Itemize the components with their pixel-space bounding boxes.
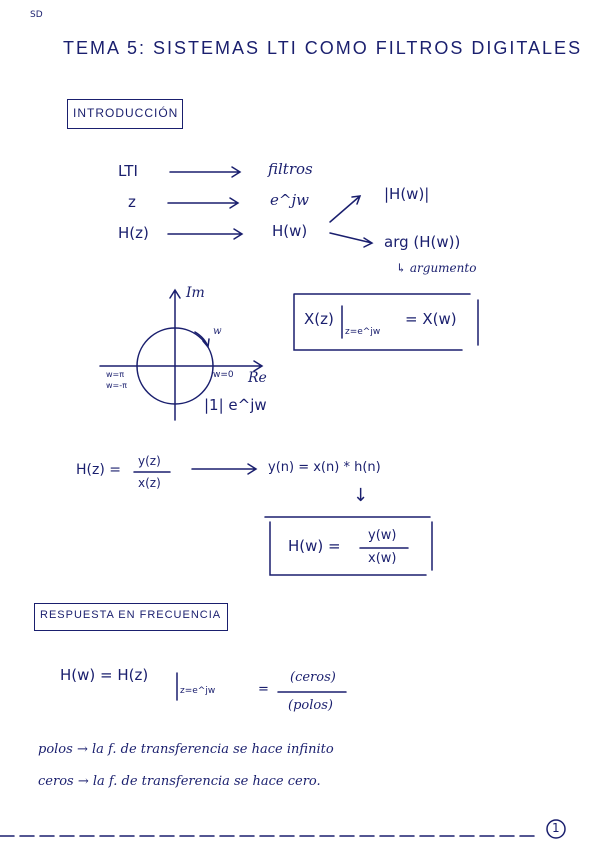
argument-label: arg (H(w))	[384, 233, 461, 251]
unit-label: |1| e^jw	[204, 396, 267, 414]
point-pi: w=π	[106, 370, 125, 379]
axis-imaginary	[170, 290, 180, 420]
note-ceros	[38, 774, 321, 789]
axis-re-label: Re	[248, 370, 267, 386]
arrow-lti	[170, 167, 240, 177]
arrow-to-magnitude	[330, 196, 360, 222]
boxed-eq-2-num: y(w)	[368, 528, 397, 543]
corner-mark: SD	[30, 10, 43, 20]
note-arrow: →	[76, 742, 88, 757]
axis-real	[100, 361, 262, 371]
note-arrow: →	[77, 774, 89, 789]
transfer-den: x(z)	[138, 476, 161, 490]
mapping-right-filtros: filtros	[268, 160, 313, 178]
arrow-hz	[168, 229, 242, 239]
note-polos	[38, 742, 334, 757]
boxed-eq-2-den: x(w)	[368, 551, 397, 566]
arc-label: w	[213, 326, 222, 337]
mapping-left-z: z	[128, 193, 136, 211]
boxed-eq-1-subscript: z=e^jw	[345, 327, 381, 337]
mapping-left-lti: LTI	[118, 162, 138, 180]
transfer-lhs: H(z) =	[76, 462, 121, 478]
note-text: la f. de transferencia se hace cero.	[92, 774, 321, 789]
argument-note: ↳ argumento	[396, 261, 477, 275]
response-eq-den: (polos)	[288, 698, 333, 713]
mapping-left-hz: H(z)	[118, 224, 149, 242]
note-term: ceros	[38, 774, 74, 789]
mapping-right-ejw: e^jw	[270, 191, 309, 209]
convolution: y(n) = x(n) * h(n)	[268, 460, 381, 475]
point-zero: w=0	[213, 370, 234, 380]
down-arrow: ↓	[353, 485, 369, 506]
note-text: la f. de transferencia se hace infinito	[92, 742, 334, 757]
page-number: 1	[552, 821, 560, 835]
axis-im-label: Im	[186, 285, 205, 301]
transfer-num: y(z)	[138, 454, 161, 468]
boxed-eq-1-rhs: = X(w)	[405, 310, 457, 328]
response-eq-subscript: z=e^jw	[180, 686, 216, 696]
boxed-eq-2-lhs: H(w) =	[288, 537, 341, 555]
mapping-right-hw: H(w)	[272, 222, 308, 240]
arrow-z	[168, 198, 238, 208]
response-eq-num: (ceros)	[290, 670, 336, 685]
page-title: TEMA 5: SISTEMAS LTI COMO FILTROS DIGITALES	[63, 38, 583, 58]
intro-heading: INTRODUCCIÓN	[73, 106, 179, 120]
arrow-to-argument	[330, 233, 372, 247]
response-eq-lhs: H(w) = H(z)	[60, 666, 149, 684]
note-term: polos	[38, 742, 73, 757]
magnitude-label: |H(w)|	[384, 185, 430, 203]
boxed-eq-1-lhs: X(z)	[304, 310, 334, 328]
arrow-transfer	[192, 464, 256, 474]
response-eq-equals: =	[258, 682, 269, 697]
point-minus-pi: w=-π	[106, 381, 127, 390]
response-heading: RESPUESTA EN FRECUENCIA	[40, 609, 222, 621]
